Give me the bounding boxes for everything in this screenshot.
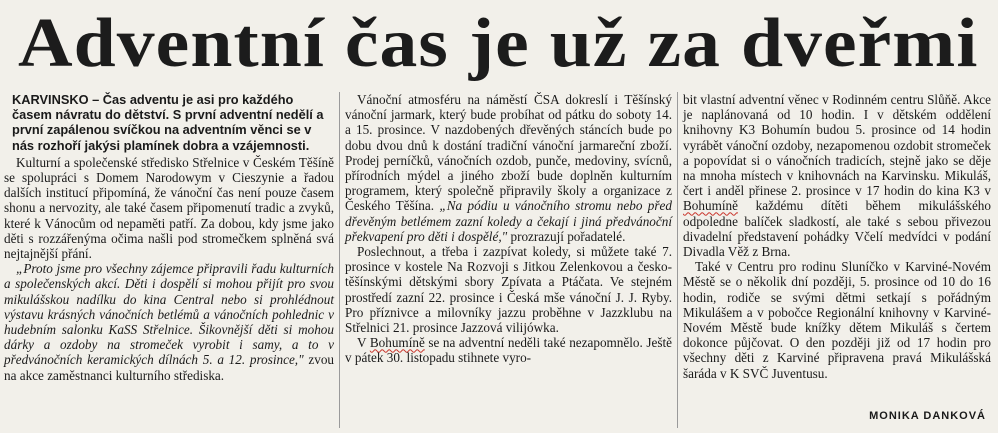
paragraph: Také v Centru pro rodinu Sluníčko v Karviné-Novém Městě se o několik dní později, 5. prosince od 10 do 16 hodin, rodiče se svými dětmi setkají s pořádným Mikulášem a v pobočce Regionální knihovny v Karviné-Novém Městě bude knížky dětem Mikuláš s čertem dokonce půjčovat. O den později již od 17 hodin pro všechny děti z Karviné připravena pravá Mikulášská šaráda v K SVČ Juventusu. <box>683 259 991 381</box>
city-name: Bohumíně <box>683 198 738 214</box>
headline: Adventní čas je už za dveřmi <box>18 5 979 82</box>
quote-text: „Na pódiu u vánočního stromu nebo před dřevěným betlémem zazní koledy a čekají i jiná předvánoční překvapení pro děti i dospělé," <box>345 198 672 244</box>
paragraph-text: každému dítěti během mikulášského odpoledne balíček sladkostí, ale také s sebou přivezou divadelní představení pohádky Včelí medvídci v podání Divadla Věž z Brna. <box>683 198 991 260</box>
lead-paragraph: KARVINSKO – Čas adventu je asi pro každého časem návratu do dětství. S první adventní nedělí a první zapálenou svíčkou na adventním věnci se v nás rozhoří jakýsi plamínek dobra a vzájemnosti. <box>12 92 324 153</box>
paragraph <box>345 92 672 244</box>
paragraph-text: bit vlastní adventní věnec v Rodinném centru Slůňě. Akce je naplánovaná od 10 hodin. I v dětském oddělení knihovny K3 Bohumín budou 5. prosince od 14 hodin vyrábět vánoční ozdoby, nezapomenou ozdobit stromeček a popovídat si o vánočních tradicích, stejně jako se děje na mnoha místech v knihovnách na Karvinsku. Mikuláš, čert i anděl přinese 2. prosince v 17 hodin do kina K3 v <box>683 92 991 199</box>
paragraph: Kulturní a společenské středisko Střelnice v Českém Těšíně se spolupráci s Domem Narodowym v Cieszynie a řadou dalších institucí připomíná, že vánoční čas není pouze časem shonu a nervozity, ale také časem připomenutí tradic a zvyků, které k Vánocům od nepaměti patří. Za dobou, kdy jsme jako děti s rozzářenýma očima našli pod stromečkem splněná svá nejtajnější přání. <box>4 154 334 262</box>
paragraph: Poslechnout, a třeba i zazpívat koledy, si můžete také 7. prosince v kostele Na Rozvoji s Jitkou Zelenkovou a česko-těšínskými dětskými sbory Zpívata a Ptáčata. Ve stejném prostředí zazní 22. prosince i Česká mše vánoční J. J. Ryby. Pro příznivce a milovníky jazzu proběhne v Jazzklubu na Střelnici 21. prosince Jazzová vilijówka. <box>345 244 672 336</box>
paragraph-text: prozrazují pořadatelé. <box>507 228 626 244</box>
paragraph-text: Vánoční atmosféru na náměstí ČSA dokreslí i Těšínský vánoční jarmark, který bude probíhat od pátku do soboty 14. a 15. prosince. V nazdobených dřevěných stáncích bude po dobu dvou dnů k dostání tradiční vánoční jarmareční zboží. Prodej perníčků, vánočních ozdob, punče, medoviny, svícnů, přírodních mýdel a jiného zboží bude doplněn kulturním programem, který společně připravily školy a organizace z Českého Těšína. <box>345 92 672 214</box>
column-divider <box>677 92 678 428</box>
city-name: Bohumíně <box>369 335 425 351</box>
paragraph-text: se na adventní neděli také nezapomnělo. Ještě v pátek 30. listopadu stihnete vyro- <box>345 335 672 366</box>
quote-paragraph <box>4 261 334 383</box>
column-1 <box>4 92 334 383</box>
column-divider <box>339 92 340 428</box>
quote-tail: zvou na akce zaměstnanci kulturního střediska. <box>4 352 335 383</box>
paragraph <box>345 335 672 365</box>
paragraph-text: V <box>357 335 370 351</box>
author-signature: MONIKA DANKOVÁ <box>869 410 986 422</box>
column-3 <box>683 92 991 381</box>
column-2 <box>345 92 672 366</box>
paragraph <box>683 92 991 259</box>
quote-text: „Proto jsme pro všechny zájemce připravili řadu kulturních a společenských akcí. Děti i dospělí si mohou přijít pro svou mikulášskou nadílku do kina Central nebo si prohlédnout výstavu krásných vánočních betlémů a vánočních pohlednic v hudebním salonku KaSS Střelnice. Šikovnější děti si mohou dárky a ozdoby na stromeček vyrobit i samy, a to v předvánočních keramických dílnách 5. a 12. prosince," <box>4 261 334 368</box>
